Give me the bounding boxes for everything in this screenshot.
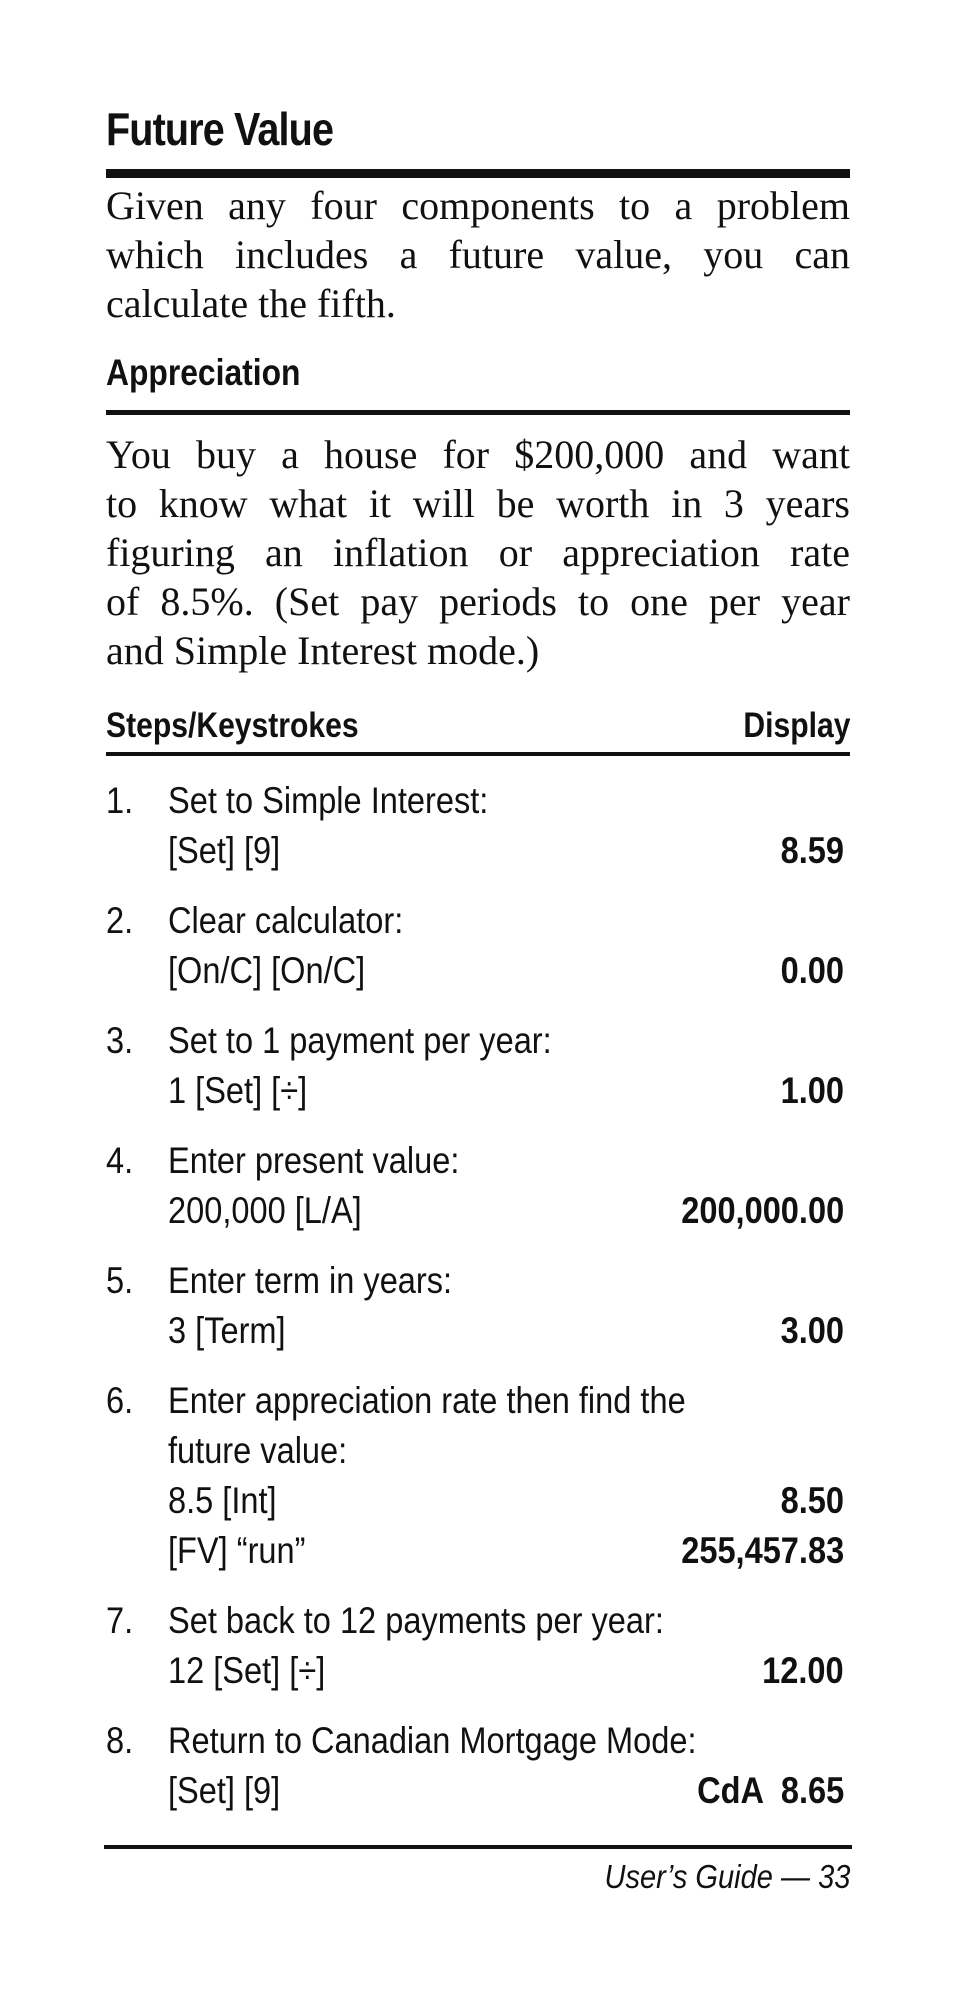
step-number: 3. bbox=[106, 1020, 134, 1061]
problem-line: of 8.5%. (Set pay periods to one per year bbox=[106, 579, 850, 624]
page-footer: User’s Guide — 33 bbox=[604, 1858, 850, 1895]
title-rule bbox=[106, 169, 850, 178]
step-number: 7. bbox=[106, 1600, 134, 1641]
step-keystroke-text: [FV] “run” bbox=[168, 1530, 306, 1571]
footer-rule bbox=[104, 1845, 852, 1849]
step-display-value: 8.50 bbox=[780, 1480, 844, 1521]
step-item bbox=[106, 896, 850, 996]
step-display-value: CdA 8.65 bbox=[696, 1770, 844, 1811]
step-keystroke-text: Set back to 12 payments per year: bbox=[168, 1600, 664, 1641]
step-body bbox=[168, 1376, 850, 1576]
step-body bbox=[168, 776, 850, 876]
step-number: 2. bbox=[106, 900, 134, 941]
step-display-value: 3.00 bbox=[780, 1310, 844, 1351]
step-display-value: 0.00 bbox=[780, 950, 844, 991]
step-body bbox=[168, 1596, 850, 1696]
step-line bbox=[168, 1766, 850, 1816]
step-keystroke-text: [Set] [9] bbox=[168, 1770, 281, 1811]
step-line bbox=[168, 1256, 850, 1306]
step-item bbox=[106, 1016, 850, 1116]
step-display-value: 200,000.00 bbox=[681, 1190, 844, 1231]
step-line bbox=[168, 1306, 850, 1356]
steps-column-header: Steps/Keystrokes bbox=[106, 706, 359, 745]
step-line bbox=[168, 826, 850, 876]
step-number: 1. bbox=[106, 780, 134, 821]
step-keystroke-text: [Set] [9] bbox=[168, 830, 281, 871]
step-keystroke-text: Set to 1 payment per year: bbox=[168, 1020, 552, 1061]
step-item bbox=[106, 1596, 850, 1696]
step-line bbox=[168, 1646, 850, 1696]
step-keystroke-text: Enter term in years: bbox=[168, 1260, 453, 1301]
problem-line: figuring an inflation or appreciation rate bbox=[106, 530, 850, 575]
step-display-value: 255,457.83 bbox=[681, 1530, 844, 1571]
step-keystroke-text: [On/C] [On/C] bbox=[168, 950, 366, 991]
step-line bbox=[168, 896, 850, 946]
step-item bbox=[106, 1136, 850, 1236]
steps-list bbox=[106, 776, 850, 1836]
step-display-value: 8.59 bbox=[780, 830, 844, 871]
step-keystroke-text: Return to Canadian Mortgage Mode: bbox=[168, 1720, 697, 1761]
step-number: 8. bbox=[106, 1720, 134, 1761]
step-item bbox=[106, 776, 850, 876]
step-keystroke-text: Clear calculator: bbox=[168, 900, 404, 941]
step-display-value: 1.00 bbox=[780, 1070, 844, 1111]
section-heading: Appreciation bbox=[106, 352, 301, 393]
step-number: 4. bbox=[106, 1140, 134, 1181]
problem-line: and Simple Interest mode.) bbox=[106, 628, 540, 673]
step-item bbox=[106, 1256, 850, 1356]
step-line bbox=[168, 1186, 850, 1236]
step-line bbox=[168, 1066, 850, 1116]
step-body bbox=[168, 1016, 850, 1116]
step-line bbox=[168, 1596, 850, 1646]
step-line bbox=[168, 1376, 850, 1426]
intro-paragraph: Given any four components to a problem which includes a future value, you can calculate the fifth. bbox=[106, 183, 850, 326]
step-line bbox=[168, 776, 850, 826]
step-line bbox=[168, 1426, 850, 1476]
steps-header-rule bbox=[106, 752, 850, 756]
step-item bbox=[106, 1716, 850, 1816]
step-line bbox=[168, 1476, 850, 1526]
step-keystroke-text: Set to Simple Interest: bbox=[168, 780, 489, 821]
step-body bbox=[168, 1256, 850, 1356]
step-item bbox=[106, 1376, 850, 1576]
step-body bbox=[168, 1716, 850, 1816]
problem-line: You buy a house for $200,000 and want bbox=[106, 432, 850, 477]
problem-paragraph bbox=[106, 430, 850, 675]
step-line bbox=[168, 1716, 850, 1766]
step-body bbox=[168, 1136, 850, 1236]
step-keystroke-text: Enter present value: bbox=[168, 1140, 460, 1181]
step-line bbox=[168, 1016, 850, 1066]
step-keystroke-text: Enter appreciation rate then find the bbox=[168, 1380, 686, 1421]
display-column-header: Display bbox=[742, 706, 850, 745]
page-title: Future Value bbox=[106, 103, 334, 155]
step-keystroke-text: 3 [Term] bbox=[168, 1310, 286, 1351]
step-number: 6. bbox=[106, 1380, 134, 1421]
step-keystroke-text: 1 [Set] [÷] bbox=[168, 1070, 308, 1111]
step-keystroke-text: future value: bbox=[168, 1430, 348, 1471]
step-keystroke-text: 12 [Set] [÷] bbox=[168, 1650, 326, 1691]
step-display-value: 12.00 bbox=[762, 1650, 844, 1691]
step-line bbox=[168, 1526, 850, 1576]
step-keystroke-text: 200,000 [L/A] bbox=[168, 1190, 362, 1231]
problem-line: to know what it will be worth in 3 years bbox=[106, 481, 850, 526]
step-line bbox=[168, 946, 850, 996]
section-rule bbox=[106, 410, 850, 415]
steps-table-header bbox=[106, 706, 850, 750]
step-number: 5. bbox=[106, 1260, 134, 1301]
step-body bbox=[168, 896, 850, 996]
step-line bbox=[168, 1136, 850, 1186]
step-keystroke-text: 8.5 [Int] bbox=[168, 1480, 277, 1521]
